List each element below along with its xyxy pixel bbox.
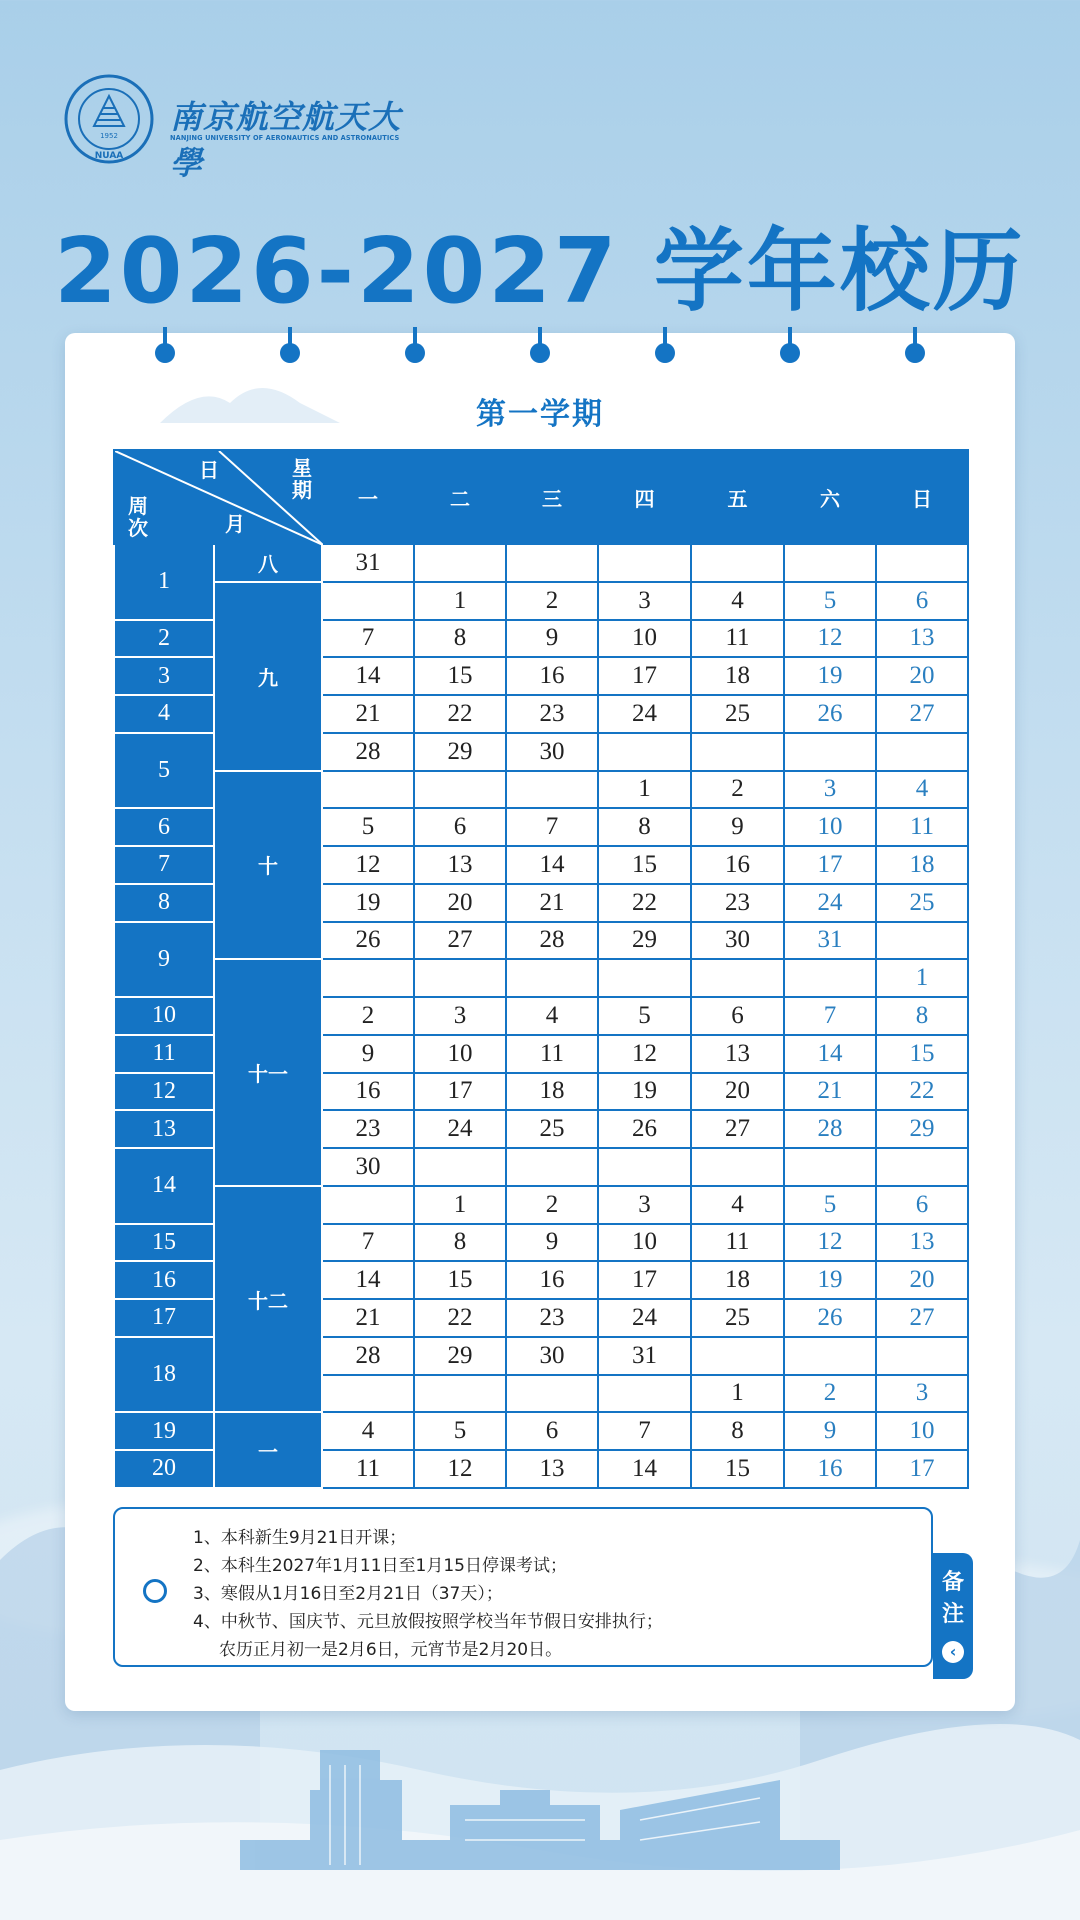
day-cell: 8: [691, 1412, 784, 1450]
day-cell: 23: [322, 1110, 414, 1148]
day-cell: 11: [322, 1450, 414, 1488]
day-cell: [414, 1148, 506, 1186]
day-cell: 10: [784, 808, 876, 846]
seal-year: 1952: [100, 132, 118, 140]
day-cell: 17: [876, 1450, 968, 1488]
week-number: 14: [114, 1148, 214, 1224]
day-cell: [598, 959, 691, 997]
day-cell: 28: [322, 1337, 414, 1375]
day-cell: 14: [322, 657, 414, 695]
day-cell: 7: [598, 1412, 691, 1450]
day-cell: 12: [322, 846, 414, 884]
month-label: 十二: [214, 1186, 322, 1413]
week-number: 4: [114, 695, 214, 733]
day-cell: 11: [506, 1035, 598, 1073]
day-cell: 4: [691, 582, 784, 620]
day-cell: 27: [876, 1299, 968, 1337]
day-cell: 6: [506, 1412, 598, 1450]
semester-title: 第一学期: [476, 397, 604, 432]
day-cell: 5: [322, 808, 414, 846]
day-cell: [691, 544, 784, 582]
corner-weekday-label: 星 期: [292, 456, 312, 502]
day-cell: 29: [414, 1337, 506, 1375]
day-cell: [691, 733, 784, 771]
calendar-row: [114, 582, 968, 620]
page-title: 2026-2027 学年校历: [54, 219, 1026, 324]
day-cell: [876, 544, 968, 582]
month-label: 十: [214, 771, 322, 960]
day-cell: 1: [876, 959, 968, 997]
day-cell: [876, 1337, 968, 1375]
day-cell: [322, 1186, 414, 1224]
day-cell: 3: [598, 1186, 691, 1224]
day-cell: 31: [598, 1337, 691, 1375]
day-cell: 29: [876, 1110, 968, 1148]
day-cell: 11: [691, 1224, 784, 1262]
day-cell: 25: [691, 695, 784, 733]
day-cell: 26: [598, 1110, 691, 1148]
day-cell: 31: [322, 544, 414, 582]
week-number: 9: [114, 922, 214, 998]
calendar-row: [114, 1186, 968, 1224]
weekday-header: 四: [598, 450, 691, 544]
day-cell: 14: [322, 1261, 414, 1299]
corner-month-label: 月: [225, 512, 245, 536]
chevron-left-icon[interactable]: ‹: [942, 1641, 964, 1663]
day-cell: 15: [876, 1035, 968, 1073]
day-cell: 20: [691, 1073, 784, 1111]
day-cell: 7: [506, 808, 598, 846]
day-cell: 2: [506, 1186, 598, 1224]
calendar-row: [114, 1412, 968, 1450]
day-cell: 29: [414, 733, 506, 771]
day-cell: 17: [784, 846, 876, 884]
day-cell: 6: [876, 582, 968, 620]
day-cell: [322, 1375, 414, 1413]
day-cell: [876, 1148, 968, 1186]
day-cell: 24: [784, 884, 876, 922]
notes-tab-label: 注: [941, 1602, 964, 1627]
day-cell: 7: [322, 1224, 414, 1262]
day-cell: [506, 1375, 598, 1413]
binder-ring-stem: [663, 327, 667, 347]
note-line: 4、中秋节、国庆节、元旦放假按照学校当年节假日安排执行；: [193, 1612, 663, 1632]
weekday-header: 二: [414, 450, 506, 544]
corner-week-label: 周 次: [128, 494, 148, 540]
weekday-header: 五: [691, 450, 784, 544]
day-cell: [598, 1148, 691, 1186]
week-number: 16: [114, 1261, 214, 1299]
day-cell: 15: [414, 657, 506, 695]
day-cell: 21: [784, 1073, 876, 1111]
university-name: 南京航空航天大學: [170, 98, 402, 182]
day-cell: 6: [414, 808, 506, 846]
day-cell: 10: [414, 1035, 506, 1073]
day-cell: 1: [598, 771, 691, 809]
week-number: 19: [114, 1412, 214, 1450]
day-cell: 24: [414, 1110, 506, 1148]
day-cell: [506, 771, 598, 809]
day-cell: 26: [784, 1299, 876, 1337]
day-cell: [414, 771, 506, 809]
day-cell: 9: [506, 620, 598, 658]
day-cell: 15: [598, 846, 691, 884]
week-number: 1: [114, 544, 214, 620]
day-cell: 30: [691, 922, 784, 960]
day-cell: 12: [784, 1224, 876, 1262]
day-cell: 18: [691, 1261, 784, 1299]
day-cell: 4: [506, 997, 598, 1035]
day-cell: 25: [691, 1299, 784, 1337]
day-cell: 14: [784, 1035, 876, 1073]
day-cell: 30: [506, 1337, 598, 1375]
day-cell: 3: [784, 771, 876, 809]
day-cell: 18: [691, 657, 784, 695]
notes-tab[interactable]: [933, 1553, 973, 1679]
day-cell: 9: [784, 1412, 876, 1450]
day-cell: 22: [414, 695, 506, 733]
week-number: 15: [114, 1224, 214, 1262]
day-cell: [598, 733, 691, 771]
day-cell: 16: [691, 846, 784, 884]
day-cell: 26: [784, 695, 876, 733]
day-cell: 7: [784, 997, 876, 1035]
day-cell: 22: [414, 1299, 506, 1337]
day-cell: 8: [876, 997, 968, 1035]
day-cell: 2: [691, 771, 784, 809]
day-cell: [506, 544, 598, 582]
day-cell: 19: [784, 657, 876, 695]
day-cell: 16: [322, 1073, 414, 1111]
day-cell: 27: [414, 922, 506, 960]
day-cell: 21: [322, 1299, 414, 1337]
day-cell: 28: [506, 922, 598, 960]
weekday-header: 六: [784, 450, 876, 544]
day-cell: [876, 922, 968, 960]
day-cell: 24: [598, 695, 691, 733]
day-cell: 8: [414, 1224, 506, 1262]
day-cell: [784, 733, 876, 771]
day-cell: 10: [598, 1224, 691, 1262]
day-cell: 20: [876, 1261, 968, 1299]
binder-ring-stem: [288, 327, 292, 347]
day-cell: 18: [506, 1073, 598, 1111]
university-header: [64, 74, 404, 182]
day-cell: 12: [784, 620, 876, 658]
university-name-english: NANJING UNIVERSITY OF AERONAUTICS AND ASTRONAUTICS: [170, 134, 400, 142]
month-label: 一: [214, 1412, 322, 1488]
day-cell: 20: [414, 884, 506, 922]
week-number: 8: [114, 884, 214, 922]
day-cell: 14: [506, 846, 598, 884]
day-cell: 7: [322, 620, 414, 658]
day-cell: 17: [414, 1073, 506, 1111]
day-cell: 10: [598, 620, 691, 658]
day-cell: 5: [598, 997, 691, 1035]
month-label: 十一: [214, 959, 322, 1186]
day-cell: 16: [506, 657, 598, 695]
binder-ring-stem: [413, 327, 417, 347]
day-cell: 1: [691, 1375, 784, 1413]
day-cell: 2: [784, 1375, 876, 1413]
week-number: 17: [114, 1299, 214, 1337]
day-cell: 23: [506, 695, 598, 733]
week-number: 11: [114, 1035, 214, 1073]
notes-box: [113, 1507, 933, 1667]
day-cell: 1: [414, 582, 506, 620]
day-cell: 4: [876, 771, 968, 809]
calendar-row: [114, 959, 968, 997]
month-label: 九: [214, 582, 322, 771]
day-cell: [691, 959, 784, 997]
day-cell: 3: [414, 997, 506, 1035]
day-cell: [598, 1375, 691, 1413]
seal-abbr: NUAA: [94, 151, 124, 161]
day-cell: 17: [598, 657, 691, 695]
day-cell: 6: [876, 1186, 968, 1224]
day-cell: 22: [876, 1073, 968, 1111]
day-cell: 5: [414, 1412, 506, 1450]
day-cell: 6: [691, 997, 784, 1035]
day-cell: 28: [784, 1110, 876, 1148]
day-cell: [691, 1148, 784, 1186]
day-cell: 9: [691, 808, 784, 846]
day-cell: [598, 544, 691, 582]
day-cell: 15: [691, 1450, 784, 1488]
day-cell: [784, 544, 876, 582]
day-cell: 9: [322, 1035, 414, 1073]
calendar-table: [113, 449, 969, 1489]
week-number: 20: [114, 1450, 214, 1488]
day-cell: 20: [876, 657, 968, 695]
day-cell: 13: [506, 1450, 598, 1488]
day-cell: [506, 1148, 598, 1186]
note-line: 农历正月初一是2月6日，元宵节是2月20日。: [219, 1640, 563, 1660]
weekday-header: 日: [876, 450, 968, 544]
day-cell: 22: [598, 884, 691, 922]
day-cell: [322, 582, 414, 620]
day-cell: 13: [414, 846, 506, 884]
week-number: 3: [114, 657, 214, 695]
day-cell: 24: [598, 1299, 691, 1337]
day-cell: [414, 1375, 506, 1413]
week-number: 6: [114, 808, 214, 846]
day-cell: 27: [691, 1110, 784, 1148]
calendar-row: [114, 771, 968, 809]
week-number: 5: [114, 733, 214, 809]
weekday-header: 一: [322, 450, 414, 544]
week-number: 18: [114, 1337, 214, 1413]
day-cell: 4: [322, 1412, 414, 1450]
day-cell: 18: [876, 846, 968, 884]
day-cell: 16: [506, 1261, 598, 1299]
week-number: 2: [114, 620, 214, 658]
campus-buildings-illustration: [220, 1730, 860, 1880]
day-cell: 28: [322, 733, 414, 771]
week-number: 7: [114, 846, 214, 884]
day-cell: 12: [414, 1450, 506, 1488]
day-cell: 19: [322, 884, 414, 922]
day-cell: 1: [414, 1186, 506, 1224]
day-cell: 16: [784, 1450, 876, 1488]
day-cell: 3: [598, 582, 691, 620]
day-cell: 12: [598, 1035, 691, 1073]
day-cell: 11: [691, 620, 784, 658]
day-cell: [414, 959, 506, 997]
note-line: 2、本科生2027年1月11日至1月15日停课考试；: [193, 1556, 567, 1576]
day-cell: 23: [691, 884, 784, 922]
day-cell: 4: [691, 1186, 784, 1224]
day-cell: 27: [876, 695, 968, 733]
day-cell: 8: [598, 808, 691, 846]
day-cell: 19: [784, 1261, 876, 1299]
day-cell: 8: [414, 620, 506, 658]
binder-ring-stem: [538, 327, 542, 347]
day-cell: 17: [598, 1261, 691, 1299]
day-cell: 30: [506, 733, 598, 771]
day-cell: [784, 1337, 876, 1375]
day-cell: 13: [691, 1035, 784, 1073]
university-seal-icon: [64, 74, 154, 164]
corner-day-label: 日: [199, 458, 219, 482]
week-number: 12: [114, 1073, 214, 1111]
day-cell: 23: [506, 1299, 598, 1337]
day-cell: 19: [598, 1073, 691, 1111]
day-cell: 3: [876, 1375, 968, 1413]
day-cell: [784, 959, 876, 997]
calendar-card: [65, 333, 1015, 1711]
day-cell: 21: [506, 884, 598, 922]
day-cell: 5: [784, 1186, 876, 1224]
day-cell: 30: [322, 1148, 414, 1186]
notes-tab-label: 备: [941, 1570, 964, 1595]
circle-icon: [143, 1579, 167, 1603]
month-label: 八: [214, 544, 322, 582]
day-cell: 31: [784, 922, 876, 960]
note-line: 3、寒假从1月16日至2月21日（37天）；: [193, 1584, 503, 1604]
day-cell: 25: [876, 884, 968, 922]
day-cell: 13: [876, 1224, 968, 1262]
day-cell: 26: [322, 922, 414, 960]
day-cell: 9: [506, 1224, 598, 1262]
day-cell: 25: [506, 1110, 598, 1148]
week-number: 10: [114, 997, 214, 1035]
binder-ring-stem: [163, 327, 167, 347]
weekday-header: 三: [506, 450, 598, 544]
day-cell: 15: [414, 1261, 506, 1299]
day-cell: [322, 959, 414, 997]
day-cell: 5: [784, 582, 876, 620]
week-number: 13: [114, 1110, 214, 1148]
day-cell: 2: [322, 997, 414, 1035]
binder-ring-stem: [788, 327, 792, 347]
day-cell: 11: [876, 808, 968, 846]
day-cell: [691, 1337, 784, 1375]
day-cell: [414, 544, 506, 582]
day-cell: 2: [506, 582, 598, 620]
table-corner-header: [114, 450, 322, 544]
note-line: 1、本科新生9月21日开课；: [193, 1528, 407, 1548]
day-cell: 13: [876, 620, 968, 658]
day-cell: [876, 733, 968, 771]
day-cell: 29: [598, 922, 691, 960]
day-cell: 10: [876, 1412, 968, 1450]
calendar-row: [114, 544, 968, 582]
day-cell: [784, 1148, 876, 1186]
day-cell: 14: [598, 1450, 691, 1488]
day-cell: 21: [322, 695, 414, 733]
day-cell: [506, 959, 598, 997]
binder-ring-stem: [913, 327, 917, 347]
day-cell: [322, 771, 414, 809]
